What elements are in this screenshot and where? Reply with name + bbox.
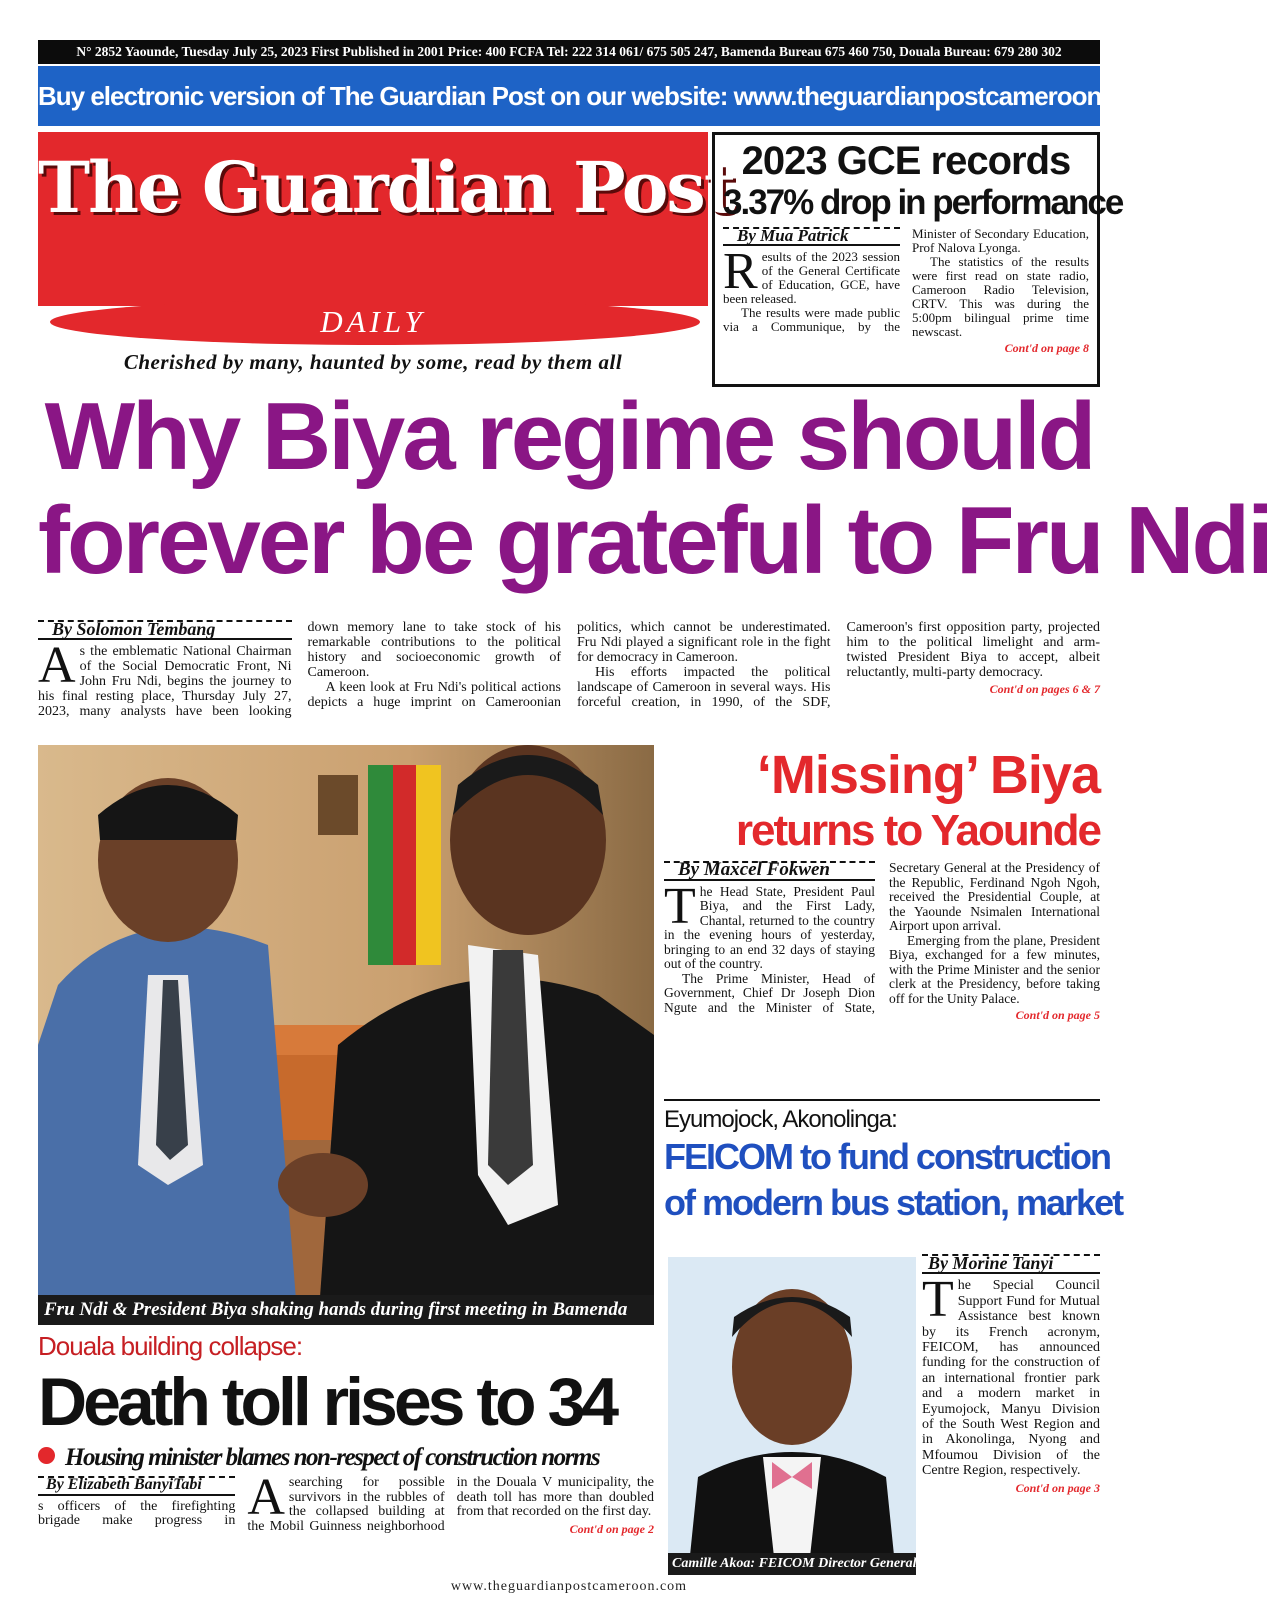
daily-label: DAILY: [320, 304, 426, 339]
main-headline-line-1: Why Biya regime should: [44, 383, 1094, 490]
feicom-dropcap: T: [922, 1271, 954, 1329]
website-promo-banner[interactable]: Buy electronic version of The Guardian Post on our website: www.theguardianpostcameroon.com: [38, 66, 1100, 126]
gce-story-box[interactable]: [712, 132, 1123, 387]
main-story-body: [38, 620, 1100, 742]
feicom-para-text: he Special Council Support Fund for Mutual Assistance best known by its French acronym, FEICOM, has announced funding for the construction of an international frontier park and a modern market in Eyumojock, Manyu Division of the South West Region and in Akonolinga, Nyong and Mfoumou Division of the Centre Region, respectively.: [922, 1278, 1100, 1479]
feicom-story-header[interactable]: [664, 1106, 1123, 1246]
masthead-red-panel: [38, 132, 735, 306]
gce-para: [723, 243, 900, 306]
feicom-body: [922, 1254, 1100, 1576]
douala-continued-link[interactable]: Cont'd on page 2: [569, 1521, 654, 1536]
gce-body: [723, 227, 1089, 355]
main-photo-caption: Fru Ndi & President Biya shaking hands during first meeting in Bamenda: [38, 1295, 654, 1325]
gce-headline: 2023 GCE records: [741, 139, 1071, 183]
biya-byline: By Maxcel Fokwen: [664, 861, 875, 881]
douala-para-text: s officers of the firefighting brigade make progress in searching for possible survivors in the rubbles of the collapsed building at the Mobil Guinness neighborhood in the Douala V municipality, the death toll has more than doubled from that recorded on the first day.: [38, 1475, 654, 1534]
gce-para: The statistics of the results were first read on state radio, Cameroon Radio Television, CRTV. This was during the 5:00pm bilingual prime time newscast.: [912, 254, 1089, 339]
main-dropcap: A: [38, 637, 76, 694]
douala-kicker: Douala building collapse:: [38, 1331, 303, 1361]
feicom-headline: FEICOM to fund construction: [664, 1136, 1110, 1177]
feicom-byline: By Morine Tanyi: [922, 1254, 1100, 1274]
main-headline-line-2: forever be grateful to Fru Ndi: [38, 487, 1271, 594]
biya-para-text: he Head State, President Paul Biya, and the First Lady, Chantal, returned to the country in the evening hours of yesterday, bringing to an end 32 days of staying out of the country.: [664, 883, 875, 971]
douala-headline: Death toll rises to 34: [38, 1364, 616, 1440]
section-divider: [664, 1099, 1100, 1101]
main-para-text: s the emblematic National Chairman of the Social Democratic Front, Ni John Fru Ndi, begins the journey to his final resting place, Thursday July 27, 2023, many analysts have been looking down memory lane to take stock of his remarkable contributions to the political history and socioeconomic growth of Cameroon.: [38, 620, 561, 719]
biya-subheadline: returns to Yaounde: [735, 806, 1100, 855]
tagline: Cherished by many, haunted by some, read by them all: [123, 350, 623, 374]
feicom-photo-caption: Camille Akoa: FEICOM Director General: [668, 1553, 916, 1575]
biya-para: Emerging from the plane, President Biya, exchanged for a few minutes, with the Prime Minister and the senior clerk at the Presidency, before taking off for the Unity Palace.: [889, 932, 1100, 1006]
biya-para: [664, 877, 875, 972]
footer-url[interactable]: www.theguardianpostcameroon.com: [450, 1579, 688, 1594]
main-para: A keen look at Fru Ndi's political actions depicts a huge imprint on Cameroonian politics, which cannot be underestimated. Fru Ndi played a significant role in the fight for democracy in Cameroon.: [307, 620, 831, 710]
main-para: His efforts impacted the political landscape of Cameroon in several ways. His forceful creation, in 1990, of the SDF, Cameroon's first opposition party, projected him to the political limelight and arm-twisted President Biya to accept, albeit reluctantly, multi-party democracy.: [577, 620, 1100, 710]
masthead: [38, 132, 735, 378]
feicom-headline-line-2: of modern bus station, market: [664, 1182, 1123, 1223]
biya-story[interactable]: [664, 745, 1100, 1097]
gce-subheadline: 3.37% drop in performance: [723, 183, 1123, 222]
feicom-kicker: Eyumojock, Akonolinga:: [664, 1106, 897, 1133]
bullet-dot-icon: [38, 1447, 55, 1464]
douala-story[interactable]: [38, 1330, 654, 1580]
feicom-continued-link[interactable]: Cont'd on page 3: [1015, 1480, 1100, 1495]
feicom-photo[interactable]: [668, 1257, 916, 1575]
biya-headline: ‘Missing’ Biya: [756, 745, 1100, 805]
newspaper-title: The Guardian Post: [38, 146, 735, 229]
main-byline: By Solomon Tembang: [38, 620, 292, 640]
gce-para-text: esults of the 2023 session of the General Certificate of Education, GCE, have been released.: [723, 249, 900, 306]
biya-para: The Prime Minister, Head of Government, Chief Dr Joseph Dion Ngute and the Minister of State, Secretary General at the Presidency of the Republic, Ferdinand Ngoh Ngoh, received the Presidential Couple, at the Yaounde Nsimalen International Airport upon arrival.: [664, 860, 1100, 1015]
biya-continued-link[interactable]: Cont'd on page 5: [1015, 1008, 1100, 1022]
gce-byline: By Mua Patrick: [723, 227, 900, 246]
main-headline[interactable]: [38, 383, 1271, 594]
feicom-para: [922, 1271, 1100, 1479]
portrait-illustration: [668, 1257, 916, 1575]
biya-dropcap: T: [664, 877, 696, 935]
douala-subhead-text: Housing minister blames non-respect of construction norms: [65, 1444, 600, 1471]
gce-dropcap: R: [723, 243, 758, 300]
biya-body: [664, 861, 1100, 1023]
douala-dropcap: A: [247, 1469, 285, 1526]
main-continued-link[interactable]: Cont'd on pages 6 & 7: [989, 682, 1100, 696]
gce-para: The results were made public via a Communique, by the Minister of Secondary Education, Prof Nalova Lyonga.: [723, 226, 1089, 334]
issue-info-bar: N° 2852 Yaounde, Tuesday July 25, 2023 First Published in 2001 Price: 400 FCFA Tel: 222 314 061/ 675 505 247, Bamenda Bureau 675 460 750, Douala Bureau: 679 280 302: [38, 40, 1100, 64]
gce-continued-link[interactable]: Cont'd on page 8: [1004, 341, 1089, 355]
douala-subhead: [38, 1442, 654, 1474]
douala-byline: By Elizabeth BanyiTabi: [38, 1476, 235, 1496]
handshake-photo-illustration: [38, 745, 654, 1325]
douala-body: [38, 1469, 654, 1574]
main-photo[interactable]: [38, 745, 654, 1325]
